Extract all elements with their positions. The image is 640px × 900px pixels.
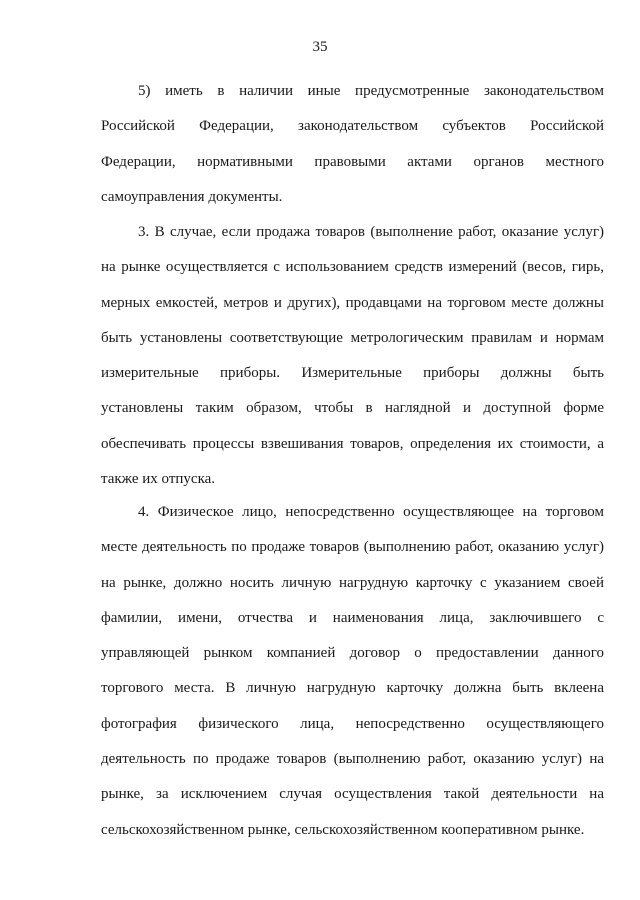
text-line: 4. Физическое лицо, непосредственно осуществляющее на торговом: [138, 504, 604, 520]
text-line: месте деятельность по продаже товаров (выполнению работ, оказанию услуг): [101, 539, 604, 556]
text-line: рынке, за исключением случая осуществления такой деятельности на: [101, 786, 604, 803]
text-line: Российской Федерации, законодательством субъектов Российской: [101, 118, 604, 135]
text-line: самоуправления документы.: [101, 188, 283, 205]
text-line: торгового места. В личную нагрудную карточку должна быть вклеена: [101, 680, 604, 697]
text-line: фотография физического лица, непосредственно осуществляющего: [101, 715, 604, 732]
page-number: 35: [312, 39, 328, 55]
text-line: быть установлены соответствующие метрологическим правилам и нормам: [101, 329, 604, 346]
text-line: 3. В случае, если продажа товаров (выполнение работ, оказание услуг): [138, 224, 604, 240]
text-line: также их отпуска.: [101, 471, 216, 488]
text-line: фамилии, имени, отчества и наименования лица, заключившего с: [101, 609, 604, 626]
text-line: сельскохозяйственном рынке, сельскохозяйственном кооперативном рынке.: [101, 821, 585, 838]
text-line: обеспечивать процессы взвешивания товаров, определения их стоимости, а: [101, 435, 604, 452]
text-line: мерных емкостей, метров и других), продавцами на торговом месте должны: [101, 294, 604, 311]
text-line: управляющей рынком компанией договор о предоставлении данного: [101, 645, 604, 662]
text-line: на рынке осуществляется с использованием средств измерений (весов, гирь,: [101, 259, 604, 276]
text-line: установлены таким образом, чтобы в наглядной и доступной форме: [101, 400, 604, 417]
text-line: на рынке, должно носить личную нагрудную карточку с указанием своей: [101, 574, 604, 591]
text-line: деятельность по продаже товаров (выполнению работ, оказанию услуг) на: [101, 751, 604, 768]
paragraph-clause-3: [101, 215, 604, 497]
paragraph-item-5: [101, 74, 604, 215]
text-line: измерительные приборы. Измерительные приборы должны быть: [101, 365, 604, 382]
text-line: 5) иметь в наличии иные предусмотренные законодательством: [138, 83, 604, 99]
paragraph-clause-4: [101, 495, 604, 848]
text-line: Федерации, нормативными правовыми актами органов местного: [101, 153, 604, 170]
